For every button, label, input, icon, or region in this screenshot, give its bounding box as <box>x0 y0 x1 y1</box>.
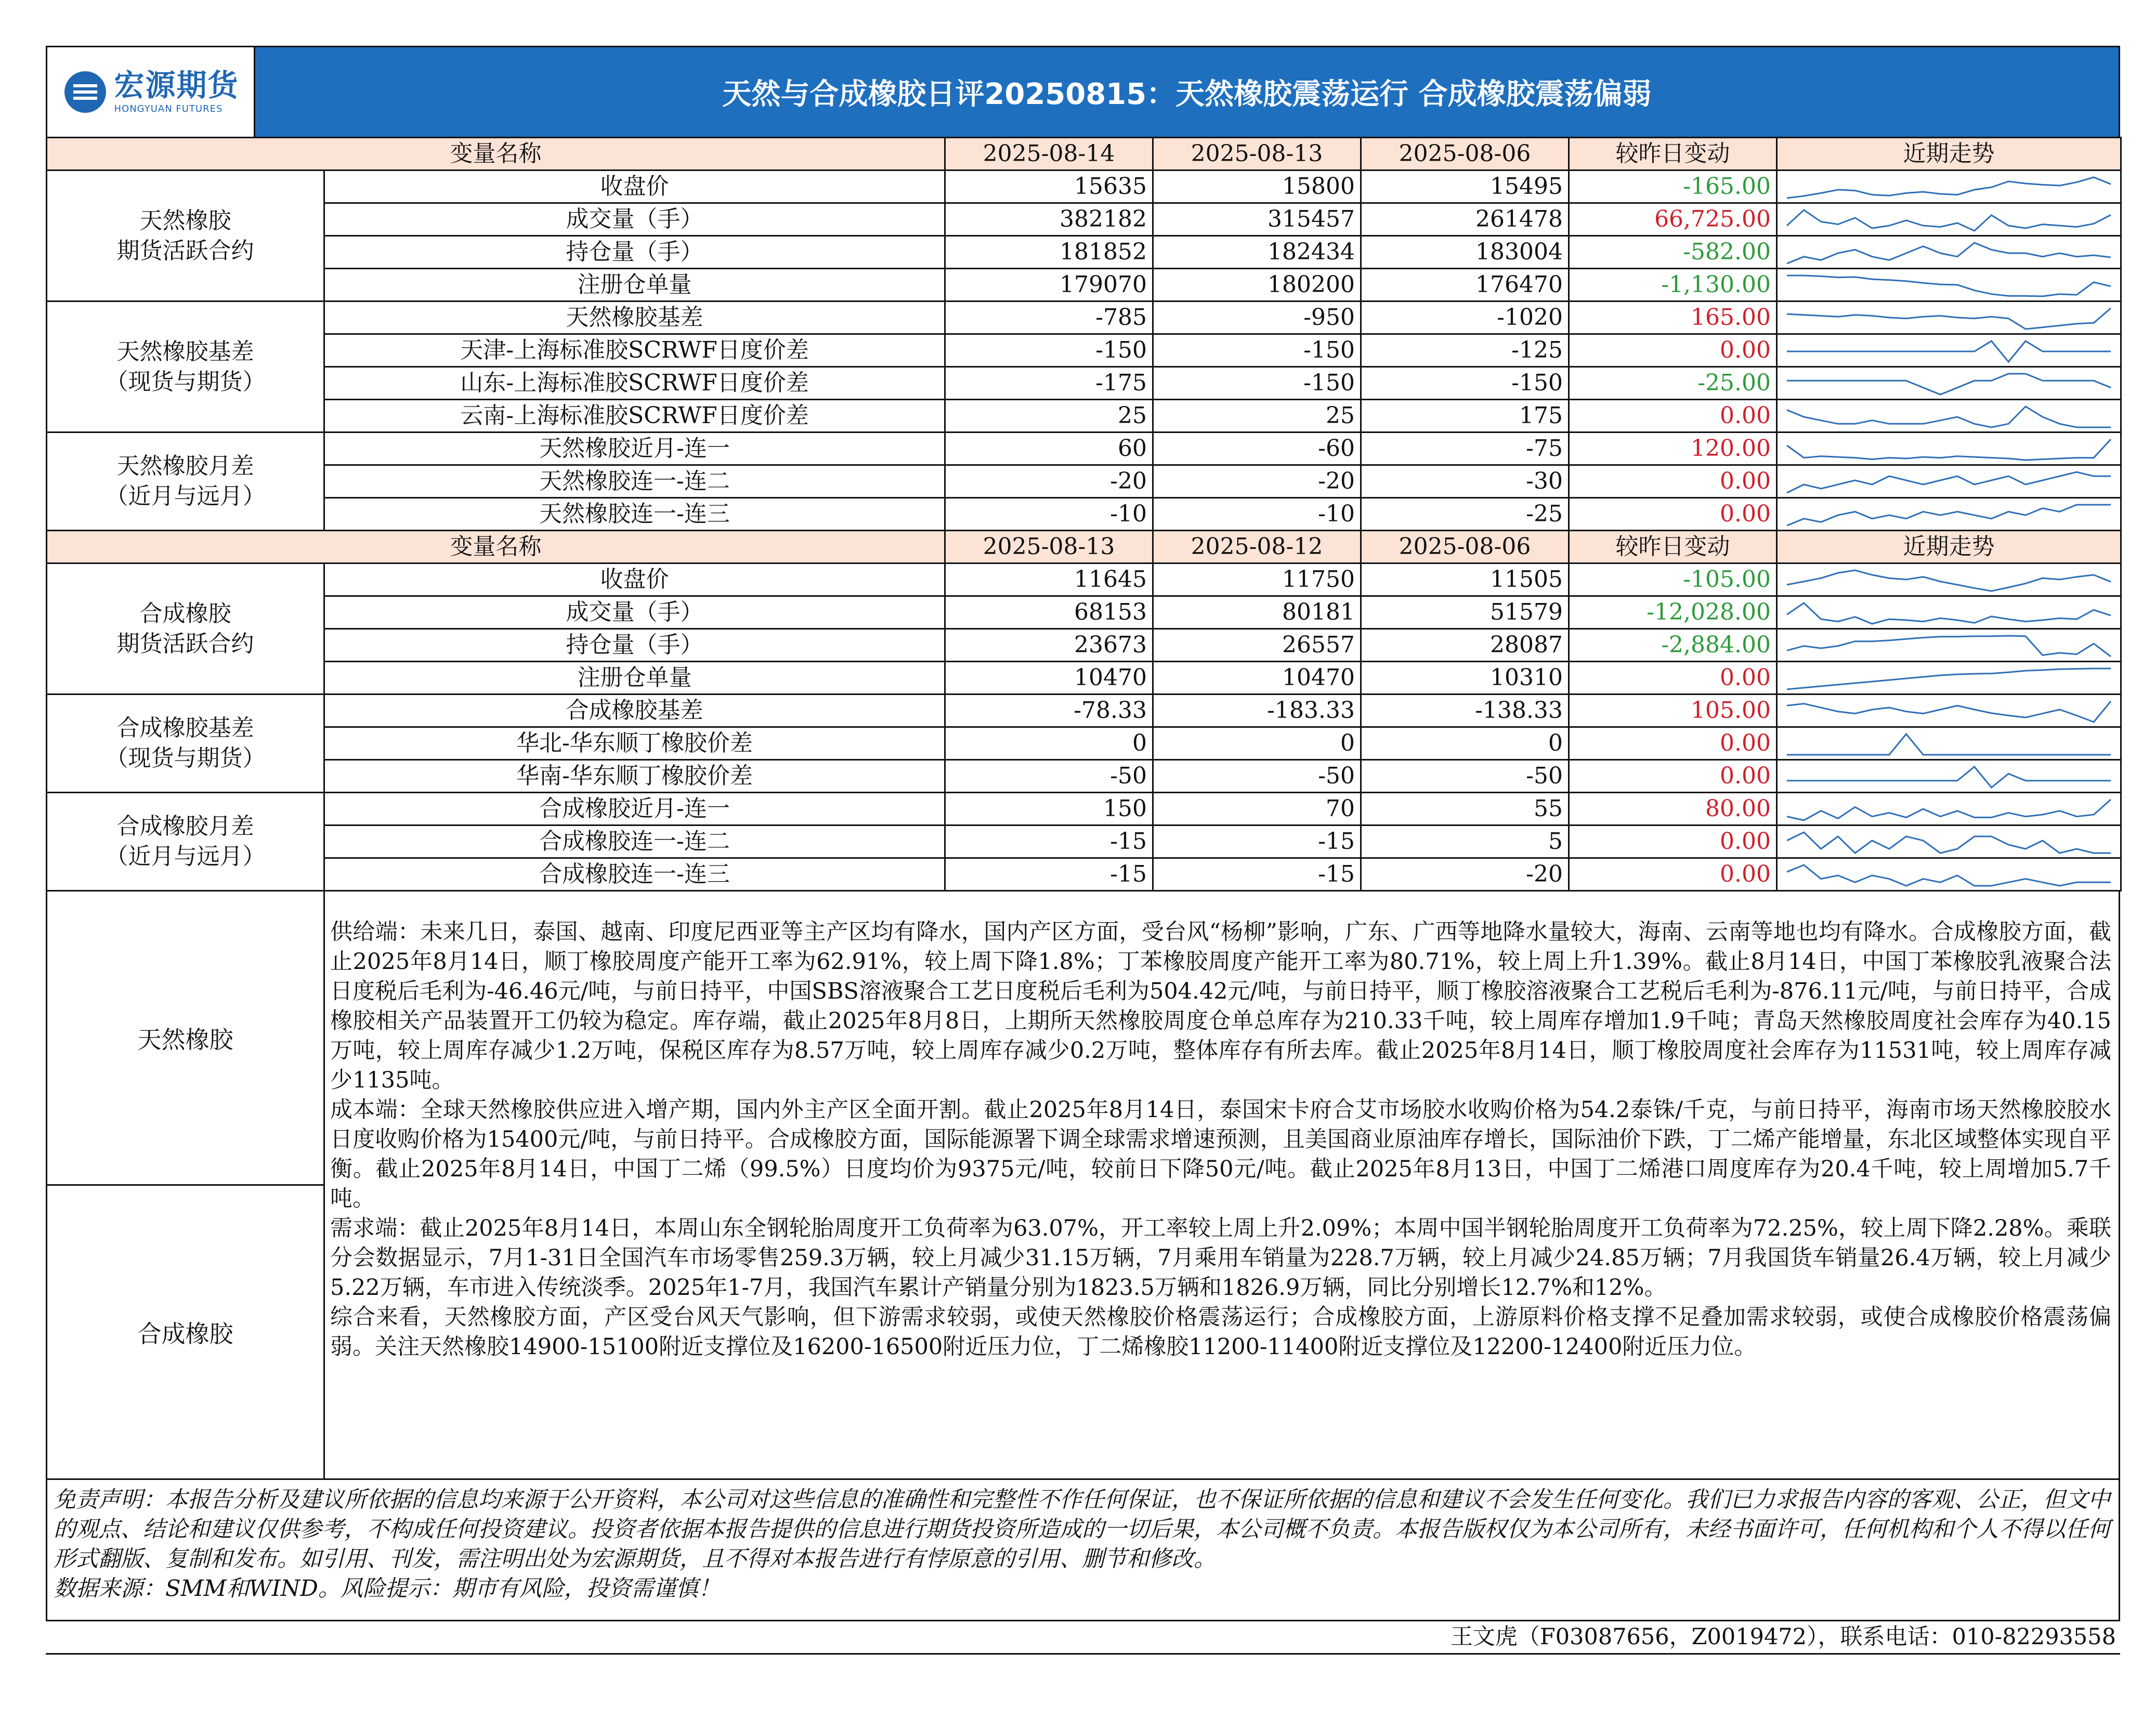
trend-line <box>1787 505 2111 526</box>
daily-change: 0.00 <box>1569 400 1777 432</box>
commentary-summary: 综合来看，天然橡胶方面，产区受台风天气影响，但下游需求较弱，或使天然橡胶价格震荡运行；合成橡胶方面，上游原料价格支撑不足叠加需求较弱，或使合成橡胶价格震荡偏弱。关注天然橡胶14900-15100附近支撑位及16200-16500附近压力位，丁二烯橡胶11200-11400附近支撑位及12200-12400附近压力位。 <box>330 1304 2111 1360</box>
column-header: 2025-08-14 <box>945 138 1153 171</box>
trend-sparkline <box>1783 204 2115 235</box>
trend-line <box>1787 799 2111 820</box>
category-label-line: （现货与期货） <box>105 368 266 395</box>
table-row <box>47 563 2121 596</box>
data-table <box>46 137 2122 892</box>
value-cell: -75 <box>1361 432 1569 465</box>
daily-change: -582.00 <box>1569 236 1777 269</box>
category-label <box>47 302 324 432</box>
variable-name: 注册仓单量 <box>324 662 945 694</box>
value-cell: 315457 <box>1153 203 1361 236</box>
trend-line <box>1787 210 2111 231</box>
value-cell: 70 <box>1153 793 1361 825</box>
trend-cell <box>1777 498 2121 531</box>
value-cell: 26557 <box>1153 629 1361 662</box>
table-row <box>47 727 2121 760</box>
value-cell: -10 <box>945 498 1153 531</box>
value-cell: 382182 <box>945 203 1153 236</box>
trend-sparkline <box>1783 564 2115 595</box>
value-cell: 176470 <box>1361 269 1569 302</box>
table-row <box>47 825 2121 858</box>
commentary-cost: 成本端：全球天然橡胶供应进入增产期，国内外主产区全面开割。截止2025年8月14日，泰国宋卡府合艾市场胶水收购价格为54.2泰铢/千克，与前日持平，海南市场天然橡胶胶水日度收购价格为15400元/吨，与前日持平。合成橡胶方面，国际能源署下调全球需求增速预测，且美国商业原油库存增长，国际油价下跌，丁二烯产能增量，东北区域整体实现自平衡。截止2025年8月14日，中国丁二烯（99.5%）日度均价为9375元/吨，较前日下降50元/吨。截止2025年8月13日，中国丁二烯港口周度库存为20.4千吨，较上周增加5.7千吨。 <box>330 1097 2111 1212</box>
column-header: 较昨日变动 <box>1569 531 1777 563</box>
value-cell: 11645 <box>945 563 1153 596</box>
commentary-label-synthetic: 合成橡胶 <box>137 1319 233 1348</box>
trend-sparkline <box>1783 728 2115 759</box>
trend-sparkline <box>1783 335 2115 366</box>
daily-change: -105.00 <box>1569 563 1777 596</box>
variable-name: 天然橡胶连一-连三 <box>324 498 945 531</box>
trend-sparkline <box>1783 499 2115 530</box>
value-cell: 180200 <box>1153 269 1361 302</box>
trend-cell <box>1777 760 2121 793</box>
daily-change: 120.00 <box>1569 432 1777 465</box>
variable-name: 收盘价 <box>324 171 945 203</box>
trend-cell <box>1777 171 2121 203</box>
logo-english-name: HONGYUAN FUTURES <box>114 103 223 114</box>
value-cell: 25 <box>945 400 1153 432</box>
daily-change: 80.00 <box>1569 793 1777 825</box>
variable-name: 合成橡胶近月-连一 <box>324 793 945 825</box>
value-cell: -15 <box>1153 858 1361 891</box>
daily-change: 0.00 <box>1569 498 1777 531</box>
table-row <box>47 302 2121 334</box>
variable-name: 天然橡胶基差 <box>324 302 945 334</box>
trend-line <box>1787 636 2111 657</box>
variable-name: 天然橡胶连一-连二 <box>324 465 945 498</box>
variable-name: 注册仓单量 <box>324 269 945 302</box>
trend-cell <box>1777 596 2121 629</box>
trend-sparkline <box>1783 171 2115 202</box>
trend-sparkline <box>1783 630 2115 661</box>
daily-change: 105.00 <box>1569 694 1777 727</box>
value-cell: 11505 <box>1361 563 1569 596</box>
report-page <box>46 46 2120 1655</box>
trend-cell <box>1777 465 2121 498</box>
daily-change: -2,884.00 <box>1569 629 1777 662</box>
value-cell: 28087 <box>1361 629 1569 662</box>
trend-line <box>1787 439 2111 460</box>
value-cell: 55 <box>1361 793 1569 825</box>
trend-line <box>1787 603 2111 624</box>
variable-name: 天然橡胶近月-连一 <box>324 432 945 465</box>
category-label <box>47 563 324 694</box>
daily-change: 0.00 <box>1569 465 1777 498</box>
value-cell: -1020 <box>1361 302 1569 334</box>
table-row <box>47 203 2121 236</box>
value-cell: 23673 <box>945 629 1153 662</box>
value-cell: 181852 <box>945 236 1153 269</box>
column-header: 2025-08-06 <box>1361 531 1569 563</box>
trend-cell <box>1777 793 2121 825</box>
daily-change: -12,028.00 <box>1569 596 1777 629</box>
value-cell: -15 <box>1153 825 1361 858</box>
variable-name: 成交量（手） <box>324 596 945 629</box>
value-cell: 11750 <box>1153 563 1361 596</box>
value-cell: -25 <box>1361 498 1569 531</box>
value-cell: 15635 <box>945 171 1153 203</box>
variable-name: 持仓量（手） <box>324 236 945 269</box>
category-label-line: （近月与远月） <box>105 483 266 509</box>
trend-cell <box>1777 629 2121 662</box>
trend-line <box>1787 472 2111 493</box>
table-row <box>47 400 2121 432</box>
column-header: 2025-08-12 <box>1153 531 1361 563</box>
table-row <box>47 596 2121 629</box>
trend-cell <box>1777 563 2121 596</box>
table-row <box>47 858 2121 891</box>
value-cell: -30 <box>1361 465 1569 498</box>
commentary-text <box>325 892 2119 1478</box>
category-label-line: 合成橡胶 <box>139 600 231 627</box>
trend-cell <box>1777 236 2121 269</box>
daily-change: 165.00 <box>1569 302 1777 334</box>
trend-sparkline <box>1783 662 2115 693</box>
value-cell: 10470 <box>1153 662 1361 694</box>
value-cell: 10470 <box>945 662 1153 694</box>
trend-line <box>1787 374 2111 395</box>
variable-name: 天津-上海标准胶SCRWF日度价差 <box>324 334 945 367</box>
category-label-line: 天然橡胶 <box>139 207 231 234</box>
value-cell: -15 <box>945 858 1153 891</box>
category-label-line: （现货与期货） <box>105 745 266 771</box>
daily-change: 0.00 <box>1569 662 1777 694</box>
trend-sparkline <box>1783 466 2115 497</box>
trend-cell <box>1777 825 2121 858</box>
column-header: 近期走势 <box>1777 138 2121 171</box>
category-label <box>47 171 324 302</box>
category-label-line: 合成橡胶月差 <box>116 813 254 840</box>
value-cell: -150 <box>1153 367 1361 400</box>
variable-name: 合成橡胶连一-连三 <box>324 858 945 891</box>
column-header: 较昨日变动 <box>1569 138 1777 171</box>
trend-cell <box>1777 662 2121 694</box>
table-row <box>47 236 2121 269</box>
trend-line <box>1787 407 2111 427</box>
daily-change: -1,130.00 <box>1569 269 1777 302</box>
variable-name: 成交量（手） <box>324 203 945 236</box>
table-row <box>47 465 2121 498</box>
value-cell: -50 <box>945 760 1153 793</box>
column-header: 2025-08-13 <box>945 531 1153 563</box>
report-header <box>46 46 2120 137</box>
value-cell: 51579 <box>1361 596 1569 629</box>
category-label-line: 合成橡胶基差 <box>116 715 254 741</box>
value-cell: -50 <box>1153 760 1361 793</box>
value-cell: 15495 <box>1361 171 1569 203</box>
variable-name: 合成橡胶连一-连二 <box>324 825 945 858</box>
trend-cell <box>1777 400 2121 432</box>
logo-chinese-name: 宏源期货 <box>114 67 239 103</box>
value-cell: 15800 <box>1153 171 1361 203</box>
table-row <box>47 334 2121 367</box>
trend-line <box>1787 276 2111 296</box>
value-cell: -15 <box>945 825 1153 858</box>
value-cell: 150 <box>945 793 1153 825</box>
value-cell: 261478 <box>1361 203 1569 236</box>
category-label-line: 天然橡胶月差 <box>116 453 254 479</box>
variable-name: 持仓量（手） <box>324 629 945 662</box>
trend-sparkline <box>1783 237 2115 268</box>
trend-sparkline <box>1783 695 2115 726</box>
trend-sparkline <box>1783 826 2115 857</box>
value-cell: 0 <box>945 727 1153 760</box>
category-label <box>47 793 324 891</box>
trend-sparkline <box>1783 793 2115 824</box>
value-cell: -60 <box>1153 432 1361 465</box>
value-cell: -138.33 <box>1361 694 1569 727</box>
daily-change: 0.00 <box>1569 825 1777 858</box>
variable-name: 收盘价 <box>324 563 945 596</box>
table-header-row <box>47 531 2121 563</box>
value-cell: -183.33 <box>1153 694 1361 727</box>
value-cell: -150 <box>945 334 1153 367</box>
data-source-text: 数据来源：SMM和WIND。风险提示：期市有风险，投资需谨慎！ <box>54 1576 721 1602</box>
daily-change: -25.00 <box>1569 367 1777 400</box>
value-cell: -20 <box>945 465 1153 498</box>
table-row <box>47 629 2121 662</box>
trend-sparkline <box>1783 368 2115 399</box>
trend-sparkline <box>1783 859 2115 890</box>
trend-cell <box>1777 302 2121 334</box>
value-cell: -950 <box>1153 302 1361 334</box>
category-label-line: 期货活跃合约 <box>116 630 254 657</box>
trend-line <box>1787 243 2111 264</box>
trend-cell <box>1777 858 2121 891</box>
trend-cell <box>1777 269 2121 302</box>
table-row <box>47 498 2121 531</box>
table-header-row <box>47 138 2121 171</box>
category-label <box>47 694 324 793</box>
trend-line <box>1787 832 2111 853</box>
trend-line <box>1787 177 2111 198</box>
analyst-contact: 王文虎（F03087656，Z0019472），联系电话：010-82293558 <box>46 1621 2120 1655</box>
column-header: 2025-08-13 <box>1153 138 1361 171</box>
disclaimer-box <box>46 1480 2120 1621</box>
trend-cell <box>1777 694 2121 727</box>
table-row <box>47 694 2121 727</box>
trend-sparkline <box>1783 597 2115 628</box>
title-bar <box>255 47 2119 137</box>
value-cell: -150 <box>1153 334 1361 367</box>
trend-cell <box>1777 432 2121 465</box>
value-cell: -20 <box>1153 465 1361 498</box>
data-table-body <box>47 138 2121 891</box>
daily-change: 0.00 <box>1569 727 1777 760</box>
trend-cell <box>1777 367 2121 400</box>
trend-line <box>1787 734 2111 755</box>
value-cell: 25 <box>1153 400 1361 432</box>
value-cell: -10 <box>1153 498 1361 531</box>
variable-name: 山东-上海标准胶SCRWF日度价差 <box>324 367 945 400</box>
variable-name: 合成橡胶基差 <box>324 694 945 727</box>
value-cell: 60 <box>945 432 1153 465</box>
commentary-labels <box>47 892 325 1478</box>
trend-cell <box>1777 203 2121 236</box>
trend-sparkline <box>1783 400 2115 431</box>
report-title: 天然与合成橡胶日评20250815：天然橡胶震荡运行 合成橡胶震荡偏弱 <box>722 77 1652 111</box>
value-cell: 175 <box>1361 400 1569 432</box>
trend-cell <box>1777 334 2121 367</box>
column-header: 变量名称 <box>47 138 945 171</box>
category-label <box>47 432 324 531</box>
value-cell: 179070 <box>945 269 1153 302</box>
table-row <box>47 171 2121 203</box>
category-label-line: 天然橡胶基差 <box>116 338 254 365</box>
value-cell: 0 <box>1153 727 1361 760</box>
logo-emblem-icon <box>62 69 109 115</box>
table-row <box>47 662 2121 694</box>
trend-sparkline <box>1783 433 2115 464</box>
category-label-line: 期货活跃合约 <box>116 237 254 264</box>
column-header: 2025-08-06 <box>1361 138 1569 171</box>
daily-change: 0.00 <box>1569 334 1777 367</box>
trend-line <box>1787 767 2111 788</box>
trend-line <box>1787 865 2111 886</box>
commentary-label-natural: 天然橡胶 <box>47 892 323 1186</box>
category-label-line: （近月与远月） <box>105 843 266 870</box>
value-cell: 10310 <box>1361 662 1569 694</box>
company-logo <box>47 47 255 137</box>
disclaimer-text: 免责声明：本报告分析及建议所依据的信息均来源于公开资料，本公司对这些信息的准确性和完整性不作任何保证，也不保证所依据的信息和建议不会发生任何变化。我们已力求报告内容的客观、公正，但文中的观点、结论和建议仅供参考，不构成任何投资建议。投资者依据本报告提供的信息进行期货投资所造成的一切后果，本公司概不负责。本报告版权仅为本公司所有，未经书面许可，任何机构和个人不得以任何形式翻版、复制和发布。如引用、刊发，需注明出处为宏源期货，且不得对本报告进行有悖原意的引用、删节和修改。 <box>54 1487 2110 1572</box>
value-cell: 182434 <box>1153 236 1361 269</box>
variable-name: 华北-华东顺丁橡胶价差 <box>324 727 945 760</box>
value-cell: -125 <box>1361 334 1569 367</box>
table-row <box>47 367 2121 400</box>
daily-change: -165.00 <box>1569 171 1777 203</box>
trend-line <box>1787 701 2111 722</box>
commentary-section <box>46 892 2120 1480</box>
trend-line <box>1787 341 2111 362</box>
daily-change: 66,725.00 <box>1569 203 1777 236</box>
commentary-supply: 供给端：未来几日，泰国、越南、印度尼西亚等主产区均有降水，国内产区方面，受台风“杨柳”影响，广东、广西等地降水量较大，海南、云南等地也均有降水。合成橡胶方面，截止2025年8月14日，顺丁橡胶周度产能开工率为62.91%，较上周下降1.8%；丁苯橡胶周度产能开工率为80.71%，较上周上升1.39%。截止8月14日，中国丁苯橡胶乳液聚合法日度税后毛利为-46.46元/吨，与前日持平，中国SBS溶液聚合工艺日度税后毛利为504.42元/吨，与前日持平，顺丁橡胶溶液聚合工艺税后毛利为-876.11元/吨，与前日持平，合成橡胶相关产品装置开工仍较为稳定。库存端，截止2025年8月8日，上期所天然橡胶周度仓单总库存为210.33千吨，较上周库存增加1.9千吨；青岛天然橡胶周度社会库存为40.15万吨，较上周库存减少1.2万吨，保税区库存为8.57万吨，较上周库存减少0.2万吨，整体库存有所去库。截止2025年8月14日，顺丁橡胶周度社会库存为11531吨，较上周库存减少1135吨。 <box>330 919 2111 1093</box>
trend-line <box>1787 669 2111 689</box>
trend-line <box>1787 308 2111 329</box>
table-row <box>47 793 2121 825</box>
daily-change: 0.00 <box>1569 858 1777 891</box>
value-cell: 80181 <box>1153 596 1361 629</box>
value-cell: -175 <box>945 367 1153 400</box>
value-cell: 5 <box>1361 825 1569 858</box>
trend-cell <box>1777 727 2121 760</box>
variable-name: 华南-华东顺丁橡胶价差 <box>324 760 945 793</box>
value-cell: -50 <box>1361 760 1569 793</box>
column-header: 变量名称 <box>47 531 945 563</box>
value-cell: -785 <box>945 302 1153 334</box>
table-row <box>47 269 2121 302</box>
variable-name: 云南-上海标准胶SCRWF日度价差 <box>324 400 945 432</box>
table-row <box>47 432 2121 465</box>
value-cell: 68153 <box>945 596 1153 629</box>
value-cell: -20 <box>1361 858 1569 891</box>
column-header: 近期走势 <box>1777 531 2121 563</box>
trend-sparkline <box>1783 761 2115 792</box>
trend-sparkline <box>1783 302 2115 333</box>
trend-line <box>1787 570 2111 591</box>
value-cell: 183004 <box>1361 236 1569 269</box>
value-cell: -78.33 <box>945 694 1153 727</box>
value-cell: -150 <box>1361 367 1569 400</box>
value-cell: 0 <box>1361 727 1569 760</box>
table-row <box>47 760 2121 793</box>
trend-sparkline <box>1783 269 2115 300</box>
commentary-demand: 需求端：截止2025年8月14日，本周山东全钢轮胎周度开工负荷率为63.07%，开工率较上周上升2.09%；本周中国半钢轮胎周度开工负荷率为72.25%，较上周下降2.28%。乘联分会数据显示，7月1-31日全国汽车市场零售259.3万辆，较上月减少31.15万辆，7月乘用车销量为228.7万辆，较上月减少24.85万辆；7月我国货车销量26.4万辆，较上月减少5.22万辆，车市进入传统淡季。2025年1-7月，我国汽车累计产销量分别为1823.5万辆和1826.9万辆，同比分别增长12.7%和12%。 <box>330 1215 2111 1301</box>
daily-change: 0.00 <box>1569 760 1777 793</box>
